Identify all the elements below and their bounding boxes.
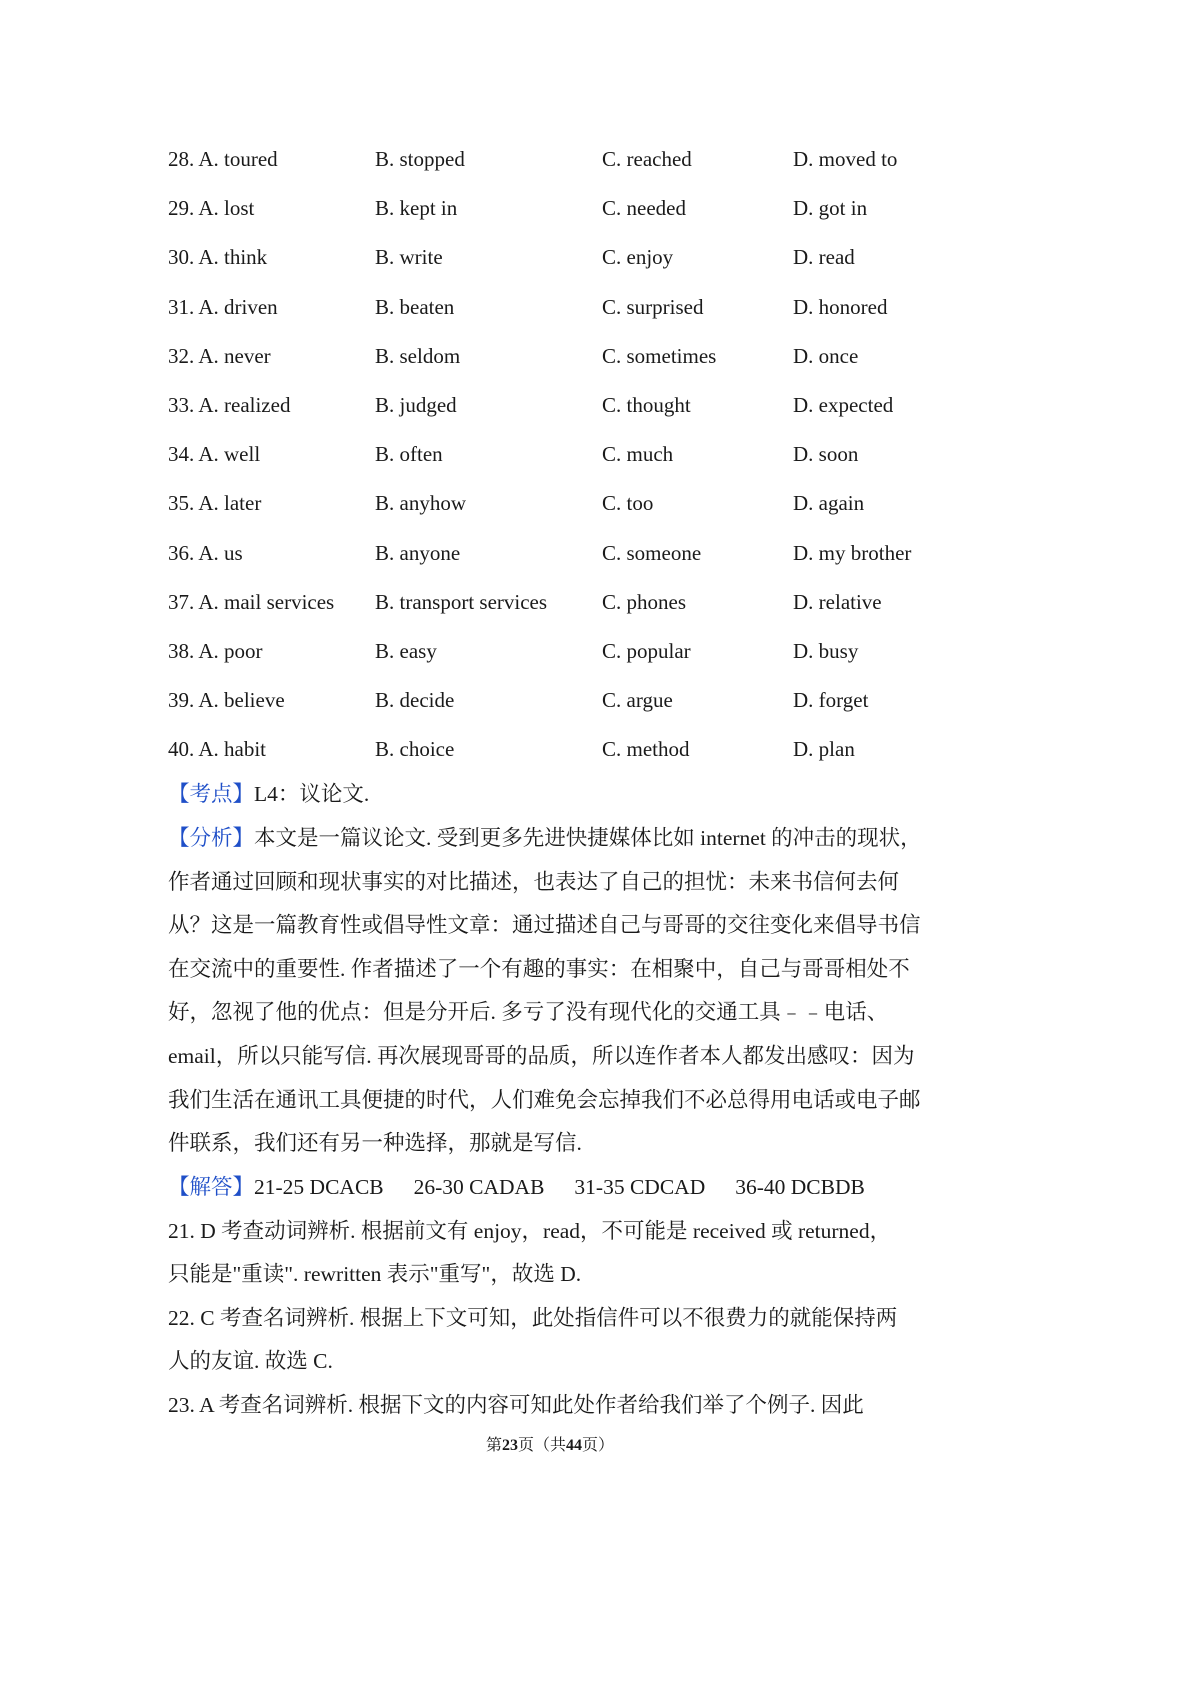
option-row — [168, 632, 948, 681]
option-b: B. often — [375, 442, 443, 467]
option-row — [168, 681, 948, 730]
option-a: 40. A. habit — [168, 737, 266, 762]
option-d: D. honored — [793, 294, 888, 319]
option-c: C. surprised — [602, 294, 704, 319]
option-row — [168, 288, 948, 337]
option-b: B. choice — [375, 737, 455, 762]
option-c: C. needed — [602, 196, 686, 221]
option-c: C. too — [602, 491, 654, 516]
option-b: B. anyone — [375, 540, 461, 565]
option-row — [168, 583, 948, 632]
footer-total-pages: 44 — [566, 1437, 582, 1454]
option-c: C. thought — [602, 392, 691, 417]
option-d: D. once — [793, 343, 859, 368]
option-c: C. much — [602, 442, 674, 467]
option-d: D. soon — [793, 442, 859, 467]
analysis-line — [168, 817, 942, 861]
option-a: 38. A. poor — [168, 638, 263, 663]
option-c: C. enjoy — [602, 245, 674, 270]
option-c: C. someone — [602, 540, 702, 565]
option-a: 33. A. realized — [168, 392, 291, 417]
option-b: B. anyhow — [375, 491, 466, 516]
answer-explanation-line: 21. D 考查动词辨析. 根据前文有 enjoy，read，不可能是 received 或 returned， — [168, 1218, 892, 1243]
option-d: D. forget — [793, 688, 869, 713]
keypoint-line — [168, 773, 942, 817]
answer-explanation-line: 只能是"重读". rewritten 表示"重写"，故选 D. — [168, 1262, 582, 1287]
page-footer — [0, 1432, 1100, 1455]
answers-section — [168, 1166, 942, 1428]
keypoint-section — [168, 773, 942, 817]
answer-explanation-line: 人的友谊. 故选 C. — [168, 1349, 333, 1374]
analysis-text: 本文是一篇议论文. 受到更多先进快捷媒体比如 internet 的冲击的现状， — [254, 826, 922, 850]
option-row — [168, 484, 948, 533]
footer-prefix: 第 — [485, 1437, 502, 1454]
answer-explanation-line: 23. A 考查名词辨析. 根据下文的内容可知此处作者给我们举了个例子. 因此 — [168, 1392, 864, 1417]
footer-suffix: 页） — [582, 1437, 615, 1454]
keypoint-text: L4：议论文. — [254, 782, 370, 806]
option-b: B. easy — [375, 638, 437, 663]
option-a: 37. A. mail services — [168, 589, 335, 614]
footer-page-number: 23 — [501, 1437, 518, 1454]
analysis-line: 作者通过回顾和现状事实的对比描述，也表达了自己的担忧：未来书信何去何 — [168, 869, 900, 894]
option-a: 39. A. believe — [168, 688, 285, 713]
option-a: 31. A. driven — [168, 294, 278, 319]
analysis-line: 件联系，我们还有另一种选择，那就是写信. — [168, 1131, 582, 1156]
answer-explanation-line: 22. C 考查名词辨析. 根据上下文可知，此处指信件可以不很费力的就能保持两 — [168, 1305, 898, 1330]
analysis-tag: 【分析】 — [168, 826, 255, 850]
options-table — [168, 140, 948, 779]
option-a: 28. A. toured — [168, 147, 278, 171]
option-c: C. reached — [602, 147, 692, 171]
option-c: C. popular — [602, 638, 691, 663]
option-b: B. kept in — [375, 196, 458, 221]
option-d: D. expected — [793, 392, 894, 417]
option-b: B. beaten — [375, 294, 455, 319]
footer-middle: 页（共 — [517, 1437, 566, 1454]
option-row — [168, 435, 948, 484]
option-row — [168, 337, 948, 386]
option-row — [168, 189, 948, 238]
option-b: B. seldom — [375, 343, 461, 368]
option-row — [168, 386, 948, 435]
option-d: D. my brother — [793, 540, 912, 565]
option-d: D. got in — [793, 196, 868, 221]
analysis-line: 从？这是一篇教育性或倡导性文章：通过描述自己与哥哥的交往变化来倡导书信 — [168, 913, 921, 938]
option-a: 36. A. us — [168, 540, 243, 565]
option-row — [168, 238, 948, 287]
option-b: B. decide — [375, 688, 455, 713]
option-b: B. write — [375, 245, 443, 270]
option-a: 32. A. never — [168, 343, 271, 368]
answer-group: 36-40 DCBDB — [735, 1175, 865, 1199]
answer-group: 21-25 DCACB — [254, 1175, 384, 1199]
answers-key-line — [168, 1166, 942, 1210]
option-d: D. busy — [793, 638, 859, 663]
keypoint-tag: 【考点】 — [168, 782, 255, 806]
option-row — [168, 534, 948, 583]
analysis-line: 我们生活在通讯工具便捷的时代，人们难免会忘掉我们不必总得用电话或电子邮 — [168, 1087, 921, 1112]
analysis-line: 好，忽视了他的优点：但是分开后. 多亏了没有现代化的交通工具﹣﹣电话、 — [168, 1000, 889, 1025]
option-b: B. judged — [375, 392, 457, 417]
answers-tag: 【解答】 — [168, 1175, 255, 1199]
option-c: C. method — [602, 737, 690, 762]
answer-group: 31-35 CDCAD — [574, 1175, 706, 1199]
option-d: D. again — [793, 491, 865, 516]
option-row — [168, 140, 948, 189]
option-c: C. sometimes — [602, 343, 717, 368]
option-a: 35. A. later — [168, 491, 262, 516]
answer-group: 26-30 CADAB — [413, 1175, 545, 1199]
option-d: D. relative — [793, 589, 882, 614]
option-d: D. plan — [793, 737, 855, 762]
analysis-line: 在交流中的重要性. 作者描述了一个有趣的事实：在相聚中，自己与哥哥相处不 — [168, 956, 910, 981]
option-d: D. read — [793, 245, 855, 270]
option-a: 34. A. well — [168, 442, 261, 467]
option-b: B. stopped — [375, 147, 465, 171]
analysis-line: email，所以只能写信. 再次展现哥哥的品质，所以连作者本人都发出感叹：因为 — [168, 1043, 915, 1068]
option-a: 30. A. think — [168, 245, 268, 270]
option-b: B. transport services — [375, 589, 548, 614]
analysis-section — [168, 817, 942, 1166]
option-c: C. argue — [602, 688, 673, 713]
option-c: C. phones — [602, 589, 686, 614]
option-d: D. moved to — [793, 147, 898, 171]
option-a: 29. A. lost — [168, 196, 255, 221]
